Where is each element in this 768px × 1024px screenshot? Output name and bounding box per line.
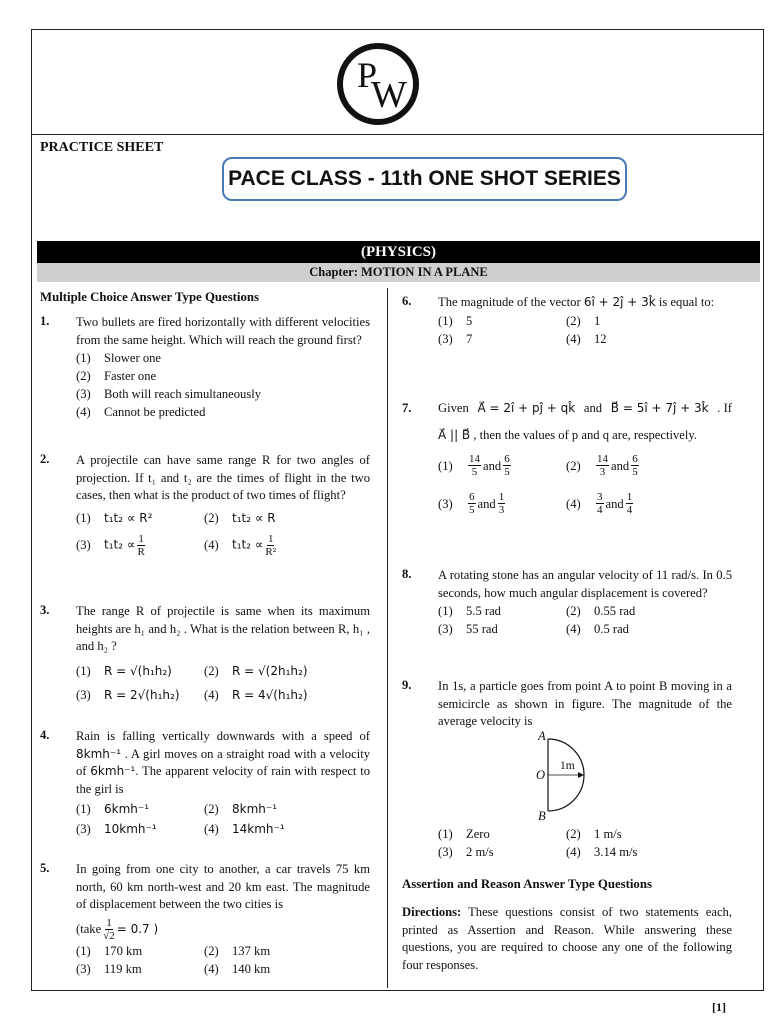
option-number: (3) — [438, 844, 453, 859]
question-text: Two bullets are fired horizontally with different velocities from the same height. Which will reach the ground first? — [76, 315, 370, 347]
directions-text: These questions consist of two statements each, printed as Assertion and Reason. While answering these questions, you are required to choose any one of the following four responses. — [402, 905, 732, 972]
denominator: 5 — [632, 466, 638, 478]
option-text: 3.14 m/s — [594, 844, 638, 859]
numerator: 1 — [267, 532, 274, 545]
option-text: 2 m/s — [466, 844, 494, 859]
semicircle-diagram — [438, 728, 732, 823]
denominator: 4 — [597, 504, 603, 516]
option-text: Zero — [466, 826, 490, 841]
vector-a: A⃗ = 2î + pĵ + qk̂ — [477, 401, 576, 415]
option-number: (4) — [566, 622, 581, 636]
girl-speed: 6kmh⁻¹ — [90, 764, 136, 778]
directions-label: Directions: — [402, 905, 462, 919]
option-text: and — [477, 496, 496, 511]
vector-b: B⃗ = 5î + 7ĵ + 3k̂ — [610, 401, 709, 415]
section-heading-mcq: Multiple Choice Answer Type Questions — [40, 290, 259, 304]
logo-letter-p: P — [357, 55, 378, 95]
option-number: (3) — [76, 961, 91, 976]
fraction — [503, 453, 511, 478]
option-text: 5.5 rad — [466, 604, 501, 618]
question-number: 4. — [40, 728, 50, 742]
numerator: 6 — [632, 453, 638, 465]
question-text: . A girl moves on a straight road with a velocity of — [76, 746, 370, 778]
option-number: (3) — [76, 822, 91, 836]
option-number: (1) — [438, 604, 453, 618]
option-number: (2) — [204, 510, 219, 525]
question-9 — [402, 678, 732, 861]
denominator: 5 — [469, 504, 475, 516]
option-text: Both will reach simultaneously — [104, 387, 262, 401]
option-text: and — [611, 458, 630, 473]
option-text: 119 km — [104, 961, 142, 976]
option-number: (1) — [76, 663, 91, 678]
fraction — [103, 917, 115, 942]
subject-bar: (PHYSICS) — [37, 241, 760, 263]
page-number: [1] — [712, 1000, 726, 1014]
option-number: (2) — [204, 802, 219, 816]
question-text: Given — [438, 401, 469, 415]
numerator: 6 — [504, 453, 510, 465]
fraction — [596, 491, 604, 516]
option-text: Faster one — [104, 369, 157, 383]
option-text: 140 km — [232, 961, 271, 976]
column-divider — [387, 288, 388, 988]
practice-sheet-label: PRACTICE SHEET — [40, 140, 164, 155]
fraction — [468, 491, 476, 516]
option-text: 1 m/s — [594, 826, 622, 841]
option-text: 170 km — [104, 943, 143, 958]
option-text: 7 — [466, 331, 473, 346]
option-text: R = 2√(h₁h₂) — [104, 687, 180, 702]
question-text: , then the values of p and q are, respectively. — [473, 428, 697, 442]
fraction — [265, 533, 276, 558]
semicircle-figure — [438, 728, 732, 823]
option-text: 12 — [594, 331, 607, 346]
point-o-label: O — [536, 767, 546, 782]
question-text: and — [583, 401, 603, 415]
option-number: (4) — [76, 405, 91, 419]
radius-label: 1m — [560, 759, 575, 772]
hint-value: = 0.7 ) — [116, 922, 159, 936]
question-text: Rain is falling vertically downwards with a speed of — [76, 729, 370, 743]
option-number: (4) — [204, 961, 219, 976]
denominator: 5 — [504, 466, 510, 478]
series-title: PACE CLASS - 11th ONE SHOT SERIES — [222, 157, 627, 201]
parallel-condition: A⃗ || B⃗ — [438, 428, 471, 442]
question-number: 3. — [40, 603, 50, 617]
option-number: (4) — [566, 844, 581, 859]
numerator: 3 — [597, 491, 603, 503]
option-number: (2) — [204, 943, 219, 958]
option-number: (3) — [438, 331, 453, 346]
option-number: (4) — [566, 496, 581, 511]
option-number: (4) — [566, 331, 581, 346]
option-text: 55 rad — [466, 622, 498, 636]
option-number: (2) — [566, 458, 581, 473]
option-text: 5 — [466, 313, 473, 328]
option-number: (2) — [566, 826, 581, 841]
option-number: (2) — [566, 604, 581, 618]
denominator: R² — [265, 545, 277, 558]
option-text: 1 — [594, 313, 601, 328]
question-7 — [402, 397, 732, 521]
question-number: 8. — [402, 567, 412, 581]
numerator: 1 — [138, 532, 144, 545]
directions-paragraph — [402, 904, 732, 974]
question-4 — [40, 728, 370, 838]
question-text: In going from one city to another, a car travels 75 km north, 60 km north-west and 20 km east. The magnitude of displacement between the two cities is — [76, 862, 370, 911]
question-text: . The apparent velocity of rain with respect to the girl is — [76, 764, 370, 796]
option-text: R = 4√(h₁h₂) — [232, 687, 308, 702]
denominator: 5 — [471, 466, 478, 478]
option-number: (1) — [76, 510, 91, 525]
pw-logo — [337, 43, 419, 125]
question-1 — [40, 314, 370, 421]
question-number: 9. — [402, 678, 412, 692]
question-text: A projectile can have same range R for two angles of projection. If t₁ and t₂ are the times of flight in the two cases, then what is the product of two times of flight? — [76, 453, 370, 502]
question-text: is equal to: — [658, 295, 715, 309]
option-text: and — [605, 496, 624, 511]
option-text: 0.5 rad — [594, 622, 629, 636]
question-number: 1. — [40, 314, 50, 328]
option-number: (3) — [76, 687, 91, 702]
question-text: A rotating stone has an angular velocity of 11 rad/s. In 0.5 seconds, how much angular displacement is covered? — [438, 568, 732, 600]
question-6 — [402, 294, 732, 348]
question-text: The magnitude of the vector — [438, 295, 581, 309]
option-text: and — [483, 458, 502, 473]
option-number: (2) — [76, 369, 91, 383]
option-number: (1) — [76, 351, 91, 365]
chapter-bar: Chapter: MOTION IN A PLANE — [37, 263, 760, 282]
option-text: 8kmh⁻¹ — [232, 802, 278, 816]
numerator: 14 — [469, 453, 480, 465]
vector-expression: 6î + 2ĵ + 3k̂ — [583, 295, 656, 309]
fraction — [137, 533, 145, 558]
fraction — [468, 453, 481, 478]
fraction — [626, 491, 634, 516]
fraction — [596, 453, 609, 478]
option-text: t₁t₂ ∝ — [232, 536, 264, 551]
question-number: 2. — [40, 452, 50, 466]
question-2 — [40, 452, 370, 558]
option-number: (3) — [438, 622, 453, 636]
option-number: (3) — [438, 496, 453, 511]
option-number: (1) — [76, 802, 91, 816]
question-text: . If — [717, 401, 732, 415]
option-text: 6kmh⁻¹ — [104, 802, 150, 816]
option-text: R = √(h₁h₂) — [104, 663, 172, 678]
denominator: √2 — [103, 929, 115, 942]
denominator: 3 — [599, 466, 606, 478]
option-number: (4) — [204, 687, 219, 702]
question-3 — [40, 603, 370, 704]
option-number: (3) — [76, 387, 91, 401]
point-a-label: A — [538, 728, 546, 743]
option-number: (1) — [76, 943, 91, 958]
hint-text: (take — [76, 921, 102, 936]
option-text: 0.55 rad — [594, 604, 636, 618]
option-text: t₁t₂ ∝ R² — [104, 510, 153, 525]
option-text: 10kmh⁻¹ — [104, 822, 157, 836]
option-number: (4) — [204, 538, 219, 552]
option-number: (3) — [76, 538, 91, 552]
fraction — [631, 453, 639, 478]
point-b-label: B — [538, 808, 546, 823]
section-heading-assertion: Assertion and Reason Answer Type Questions — [402, 877, 652, 891]
rain-speed: 8kmh⁻¹ — [76, 746, 122, 761]
header-divider — [31, 134, 764, 135]
logo-letter-w: W — [371, 74, 407, 116]
numerator: 1 — [626, 491, 633, 503]
question-5 — [40, 861, 370, 978]
option-text: Slower one — [104, 351, 162, 365]
numerator: 14 — [597, 453, 608, 465]
option-number: (1) — [438, 313, 453, 328]
question-number: 7. — [402, 401, 412, 415]
question-text: The range R of projectile is same when its maximum heights are h₁ and h₂ . What is the relation between R, h₁ , and h₂ ? — [76, 604, 370, 653]
option-text: 137 km — [232, 943, 271, 958]
numerator: 1 — [498, 491, 505, 503]
question-number: 6. — [402, 294, 412, 308]
question-number: 5. — [40, 861, 50, 875]
numerator: 1 — [106, 916, 112, 929]
option-number: (2) — [566, 313, 581, 328]
option-text: 14kmh⁻¹ — [232, 822, 285, 836]
option-number: (1) — [438, 826, 453, 841]
denominator: 3 — [498, 504, 505, 516]
option-text: t₁t₂ ∝ R — [232, 510, 276, 525]
option-text: R = √(2h₁h₂) — [232, 663, 308, 678]
option-text: Cannot be predicted — [104, 405, 206, 419]
option-text: t₁t₂ ∝ — [104, 536, 136, 551]
question-text: In 1s, a particle goes from point A to point B moving in a semicircle as shown in figure. The magnitude of the average velocity is — [438, 679, 732, 728]
option-number: (2) — [204, 663, 219, 678]
fraction — [498, 491, 506, 516]
numerator: 6 — [469, 491, 475, 503]
denominator: R — [137, 545, 145, 558]
question-8 — [402, 567, 732, 638]
option-number: (1) — [438, 458, 453, 473]
option-number: (4) — [204, 822, 219, 836]
denominator: 4 — [626, 504, 633, 516]
